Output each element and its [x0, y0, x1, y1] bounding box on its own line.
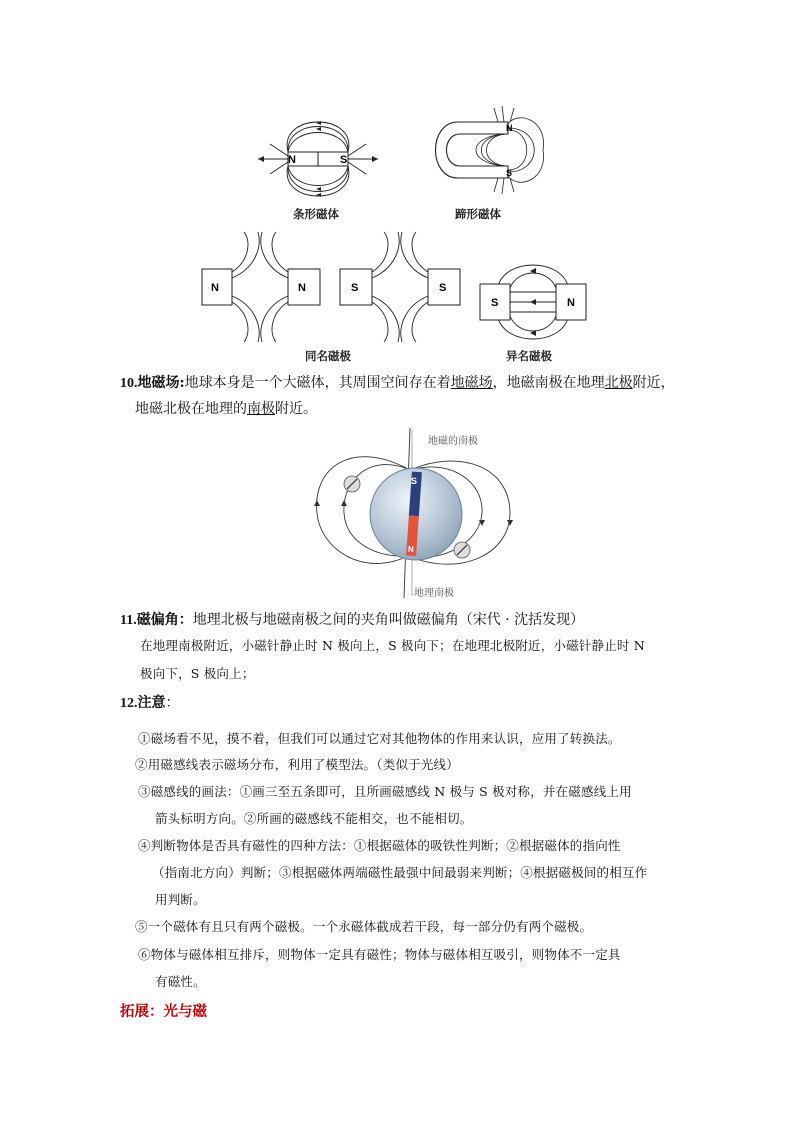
- section-11: [120, 609, 584, 632]
- earth-field-diagram: [312, 428, 522, 598]
- section-10-text-c: 附近，: [632, 375, 675, 391]
- section-12-colon: ：: [165, 695, 180, 711]
- earth-label-geomagnetic-south: 地磁的南极: [428, 436, 478, 447]
- section-11-number: 11.: [120, 613, 137, 628]
- note-item-4: ④判断物体是否具有磁性的四种方法：①根据磁体的吸铁性判断；②根据磁体的指向性: [138, 838, 621, 853]
- section-10-text-b: ，地磁南极在地理: [492, 375, 605, 391]
- unlike-left-pole: S: [491, 297, 499, 309]
- note-item-1: ①磁场看不见，摸不着，但我们可以通过它对其他物体的作用来认识，应用了转换法。: [138, 731, 621, 746]
- like-pair2-right-pole: S: [439, 282, 447, 294]
- like-pair2-left-pole: S: [351, 282, 359, 294]
- section-10-term: 地磁场:: [137, 375, 185, 391]
- section-10-line2-a: 地磁北极在地理的: [135, 401, 247, 417]
- horseshoe-pole-s: S: [506, 168, 513, 178]
- horseshoe-pole-n: N: [506, 123, 513, 133]
- bar-magnet-figure: [248, 122, 388, 196]
- section-12: [120, 692, 180, 715]
- earth-needle-s: S: [411, 476, 418, 486]
- section-10-underline-2: 北极: [604, 375, 633, 391]
- section-10-underline-3: 南极: [247, 401, 275, 417]
- unlike-poles-field-lines: [478, 262, 588, 342]
- like-poles-caption: 同名磁极: [305, 349, 351, 363]
- section-12-term: 注意: [137, 695, 166, 711]
- like-poles-figure: [200, 232, 470, 342]
- section-12-number: 12.: [120, 696, 138, 711]
- section-10-underline-1: 地磁场: [450, 375, 493, 391]
- section-10-line2-b: 附近。: [275, 401, 317, 417]
- section-11-line-1: 在地理南极附近，小磁针静止时 N 极向上，S 极向下；在地理北极附近，小磁针静止时 N: [140, 638, 645, 653]
- like-pair1-left-pole: N: [211, 282, 219, 294]
- earth-label-geographic-south: 地理南极: [414, 588, 454, 599]
- like-pair1-right-pole: N: [298, 282, 306, 294]
- horseshoe-magnet-figure: [418, 100, 558, 200]
- section-11-term: 磁偏角：: [136, 612, 193, 628]
- note-item-4-cont-2: 用判断。: [155, 892, 206, 907]
- note-item-3: ③磁感线的画法：①画三至五条即可，且所画磁感线 N 极与 S 极对称，并在磁感线上用: [138, 784, 632, 799]
- bar-magnet-field-lines: [248, 122, 388, 196]
- section-11-line-2: 极向下，S 极向上；: [140, 666, 255, 681]
- section-10: [120, 372, 675, 395]
- note-item-6: ⑥物体与磁体相互排斥，则物体一定具有磁性；物体与磁体相互吸引，则物体不一定具: [138, 947, 621, 962]
- note-item-3-cont: 箭头标明方向。②所画的磁感线不能相交，也不能相切。: [155, 811, 473, 826]
- like-poles-field-lines: [200, 232, 470, 342]
- bar-magnet-caption: 条形磁体: [293, 207, 339, 221]
- bar-magnet-pole-n: N: [288, 154, 296, 166]
- section-11-text: 地理北极与地磁南极之间的夹角叫做磁偏角（宋代 · 沈括发现）: [192, 612, 585, 628]
- extension-heading: 拓展：光与磁: [120, 1003, 207, 1020]
- unlike-poles-caption: 异名磁极: [506, 349, 552, 363]
- horseshoe-magnet-field-lines: [418, 100, 558, 200]
- unlike-poles-figure: [478, 262, 588, 342]
- bar-magnet-pole-s: S: [340, 154, 348, 166]
- note-item-2: ②用磁感线表示磁场分布，利用了模型法。（类似于光线）: [135, 757, 459, 772]
- note-item-5: ⑤一个磁体有且只有两个磁极。一个永磁体截成若干段，每一部分仍有两个磁极。: [135, 919, 593, 934]
- section-10-number: 10.: [120, 376, 138, 391]
- note-item-6-cont: 有磁性。: [155, 974, 206, 989]
- earth-needle-n: N: [408, 545, 414, 554]
- horseshoe-magnet-caption: 蹄形磁体: [455, 207, 501, 221]
- unlike-right-pole: N: [567, 297, 575, 309]
- section-10-line-2: [135, 398, 317, 420]
- section-10-text-a: 地球本身是一个大磁体，其周围空间存在着: [184, 375, 451, 391]
- earth-magnetic-field-figure: [312, 428, 522, 598]
- note-item-4-cont-1: （指南北方向）判断；③根据磁体两端磁性最强中间最弱来判断；④根据磁极间的相互作: [152, 865, 648, 880]
